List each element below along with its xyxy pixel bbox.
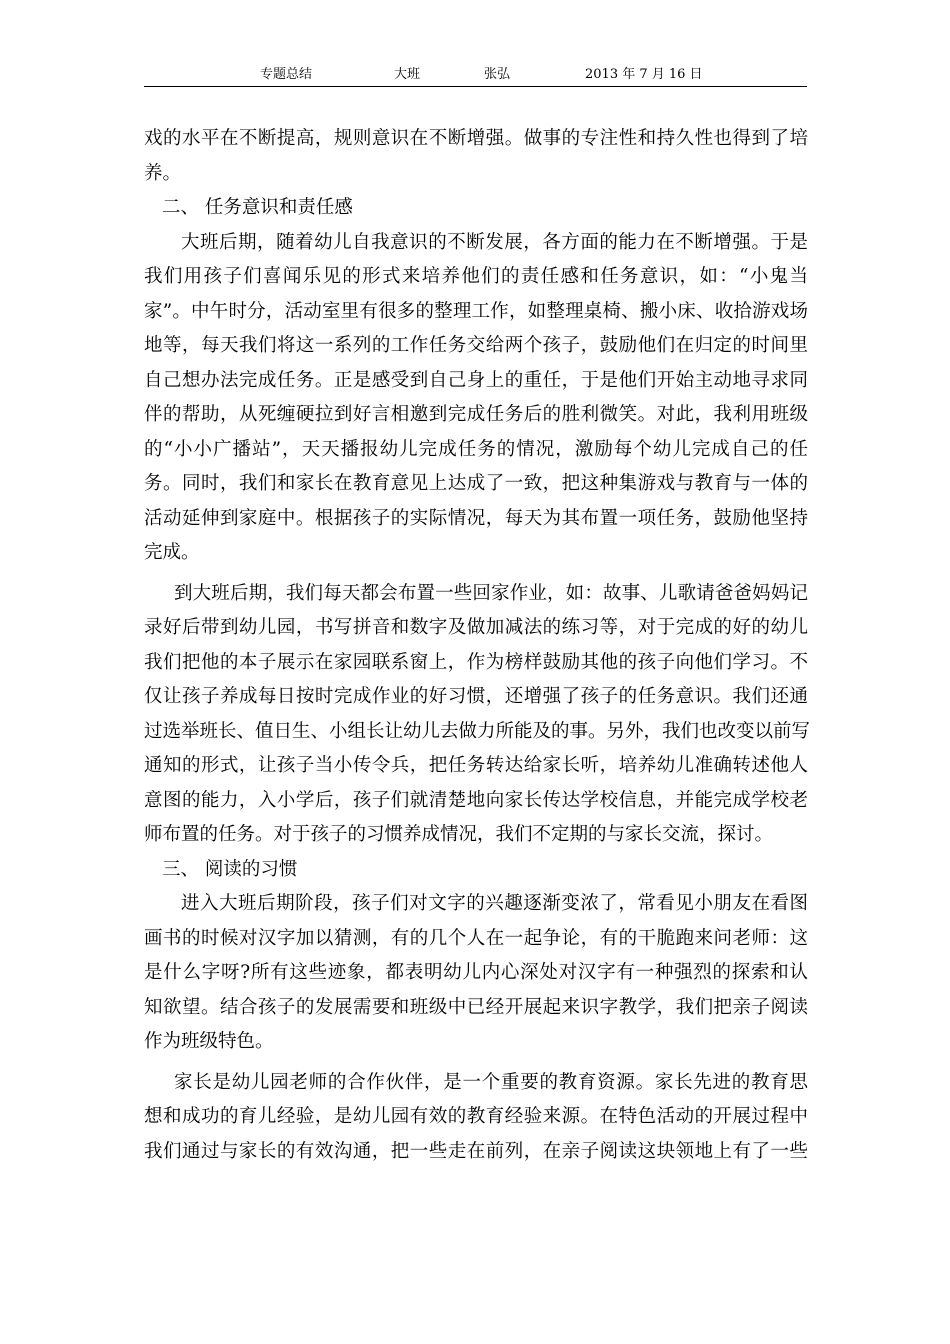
text-line: 自己想办法完成任务。正是感受到自己身上的重任，于是他们开始主动地寻求同	[144, 369, 808, 391]
text-line: 地等，每天我们将这一系列的工作任务交给两个孩子，鼓励他们在归定的时间里	[144, 335, 808, 356]
text-line: 养。	[144, 162, 182, 184]
text-line: 家”。中午时分，活动室里有很多的整理工作，如整理桌椅、搬小床、收拾游戏场	[144, 300, 808, 322]
text-line: 活动延伸到家庭中。根据孩子的实际情况，每天为其布置一项任务，鼓励他坚持	[144, 507, 808, 529]
header-date: 2013 年 7 月 16 日	[585, 67, 703, 82]
text-line: 我们用孩子们喜闻乐见的形式来培养他们的责任感和任务意识，如：“小鬼当	[144, 266, 808, 287]
page-header	[144, 66, 807, 87]
text-line: 仅让孩子养成每日按时完成作业的好习惯，还增强了孩子的任务意识。我们还通	[144, 686, 808, 707]
text-line: 意图的能力，入小学后，孩子们就清楚地向家长传达学校信息，并能完成学校老	[144, 789, 808, 811]
text-line: 进入大班后期阶段，孩子们对文字的兴趣逐渐变浓了，常看见小朋友在看图	[181, 893, 808, 914]
text-line: 完成。	[144, 542, 200, 563]
text-line: 到大班后期，我们每天都会布置一些回家作业，如：故事、儿歌请爸爸妈妈记	[174, 582, 808, 604]
text-line: 通知的形式，让孩子当小传令兵，把任务转达给家长听，培养幼儿准确转述他人	[144, 755, 808, 776]
text-line: 画书的时候对汉字加以猜测，有的几个人在一起争论，有的干脆跑来问老师：这	[144, 927, 808, 949]
text-line: 作为班级特色。	[144, 1031, 274, 1052]
header-author: 张弘	[484, 67, 511, 82]
text-line: 过选举班长、值日生、小组长让幼儿去做力所能及的事。另外，我们也改变以前写	[144, 720, 811, 742]
text-line: 的“小小广播站”，天天播报幼儿完成任务的情况，激励每个幼儿完成自己的任	[144, 438, 808, 460]
text-line: 我们把他的本子展示在家园联系窗上，作为榜样鼓励其他的孩子向他们学习。不	[144, 651, 808, 673]
section-heading: 二、 任务意识和责任感	[162, 197, 353, 218]
text-line: 家长是幼儿园老师的合作伙伴，是一个重要的教育资源。家长先进的教育思	[174, 1071, 808, 1093]
section-heading: 三、 阅读的习惯	[162, 858, 298, 880]
text-line: 戏的水平在不断提高，规则意识在不断增强。做事的专注性和持久性也得到了培	[144, 128, 808, 149]
text-line: 我们通过与家长的有效沟通，把一些走在前列，在亲子阅读这块领地上有了一些	[144, 1140, 808, 1162]
header-class: 大班	[394, 67, 421, 82]
header-topic: 专题总结	[260, 67, 313, 82]
text-line: 务。同时，我们和家长在教育意见上达成了一致，把这种集游戏与教育与一体的	[144, 473, 808, 494]
text-line: 师布置的任务。对于孩子的习惯养成情况，我们不定期的与家长交流，探讨。	[144, 824, 774, 845]
text-line: 知欲望。结合孩子的发展需要和班级中已经开展起来识字教学，我们把亲子阅读	[144, 996, 808, 1018]
document-body	[144, 122, 811, 1169]
text-line: 大班后期，随着幼儿自我意识的不断发展，各方面的能力在不断增强。于是	[181, 231, 808, 253]
text-line: 想和成功的育儿经验，是幼儿园有效的教育经验来源。在特色活动的开展过程中	[144, 1106, 808, 1127]
text-line: 是什么字呀?所有这些迹象，都表明幼儿内心深处对汉字有一种强烈的探索和认	[144, 962, 808, 983]
text-line: 录好后带到幼儿园，书写拼音和数字及做加减法的练习等，对于完成的好的幼儿	[144, 617, 808, 638]
text-line: 伴的帮助，从死缠硬拉到好言相邀到完成任务后的胜利微笑。对此，我利用班级	[144, 404, 808, 425]
